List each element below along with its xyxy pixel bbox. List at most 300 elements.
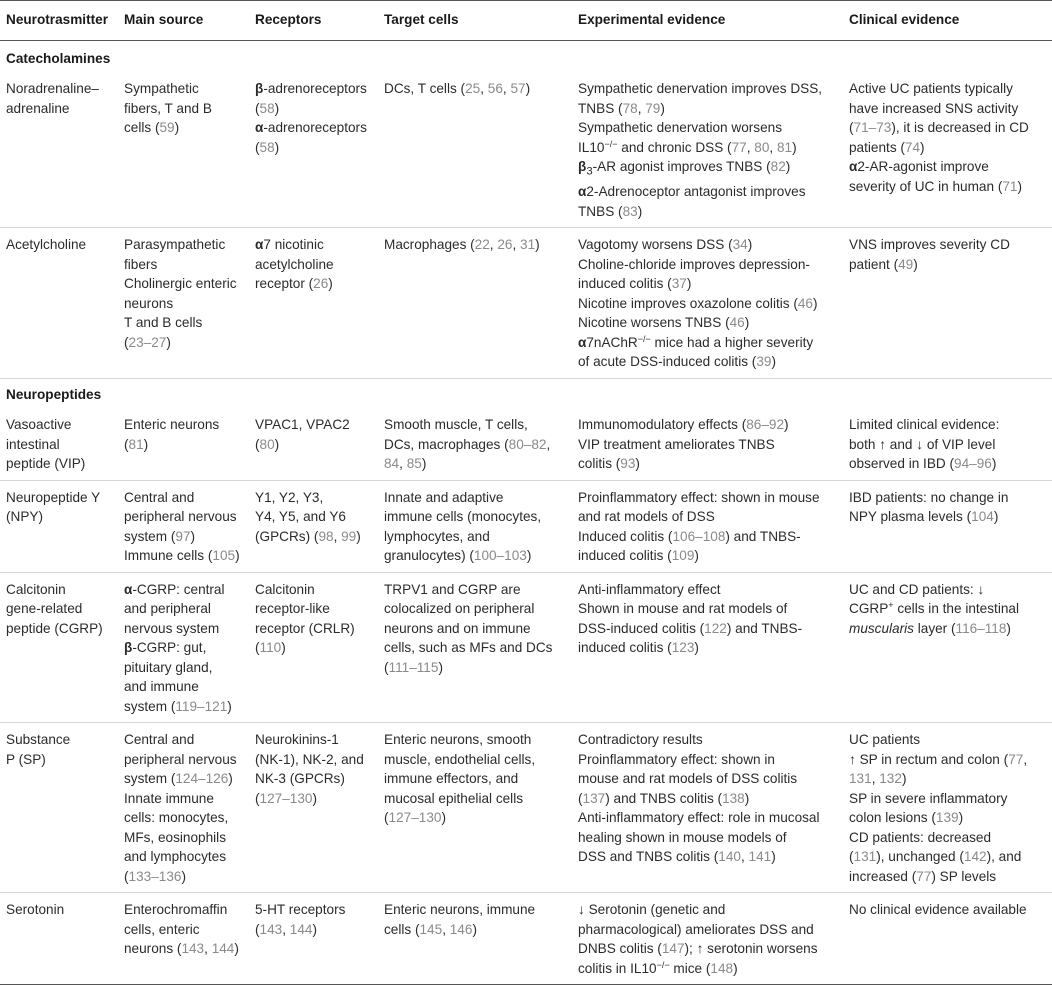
reference-link[interactable]: 144 xyxy=(211,941,235,957)
cell-neurotransmitter xyxy=(0,723,118,893)
cell-line: CD patients: decreased xyxy=(849,829,992,845)
cell-line: α-CGRP: central xyxy=(124,581,225,597)
cell-clinical-evidence xyxy=(843,723,1052,893)
reference-link[interactable]: 46 xyxy=(729,315,745,331)
cell-line: VPAC1, VPAC2 xyxy=(255,417,350,433)
reference-link[interactable]: 78 xyxy=(622,100,638,116)
cell-line: have increased SNS activity xyxy=(849,100,1019,116)
greek-letter: β xyxy=(255,81,264,96)
reference-link[interactable]: 137 xyxy=(582,790,606,806)
reference-link[interactable]: 58 xyxy=(259,100,275,116)
reference-link[interactable]: 77 xyxy=(731,139,747,155)
cell-receptors xyxy=(249,72,378,228)
cell-line: (110) xyxy=(255,640,286,656)
reference-link[interactable]: 123 xyxy=(671,640,695,656)
reference-link[interactable]: 58 xyxy=(259,139,275,155)
cell-line: receptor-like xyxy=(255,601,330,617)
cell-line: acetylcholine xyxy=(255,256,334,272)
cell-line: Vasoactive xyxy=(6,417,72,433)
cell-line: colocalized on peripheral xyxy=(384,601,535,617)
reference-link[interactable]: 104 xyxy=(971,509,994,525)
cell-neurotransmitter xyxy=(0,228,118,379)
cell-line: Smooth muscle, T cells, xyxy=(384,417,528,433)
cell-line: (58) xyxy=(255,100,280,116)
cell-line: ↓ Serotonin (genetic and xyxy=(578,902,726,918)
cell-line: patients (74) xyxy=(849,139,925,155)
cell-line: fibers, T and B xyxy=(124,100,212,116)
reference-link[interactable]: 116–118 xyxy=(955,620,1007,636)
reference-link[interactable]: 23–27 xyxy=(128,334,167,350)
reference-link[interactable]: 147 xyxy=(661,941,685,957)
cell-line: Induced colitis (106–108) and TNBS- xyxy=(578,528,801,544)
cell-line: cells, such as MFs and DCs xyxy=(384,640,553,656)
reference-link[interactable]: 86–92 xyxy=(746,417,785,433)
cell-clinical-evidence xyxy=(843,480,1052,572)
cell-line: Serotonin xyxy=(6,902,65,918)
cell-line: Proinflammatory effect: shown in xyxy=(578,751,775,767)
reference-link[interactable]: 145 xyxy=(419,921,443,937)
reference-link[interactable]: 105 xyxy=(212,548,236,564)
cell-line: Central and xyxy=(124,489,195,505)
cell-line: and lymphocytes xyxy=(124,849,227,865)
cell-line: Contradictory results xyxy=(578,732,703,748)
cell-line: neurons (143, 144) xyxy=(124,941,239,957)
reference-link[interactable]: 83 xyxy=(622,203,638,219)
cell-line: (NPY) xyxy=(6,509,44,525)
cell-line: pharmacological) ameliorates DSS and xyxy=(578,921,814,937)
reference-link[interactable]: 127–130 xyxy=(388,810,442,826)
reference-link[interactable]: 132 xyxy=(879,771,902,787)
cell-line: cells (145, 146) xyxy=(384,921,477,937)
greek-letter: β xyxy=(124,640,133,656)
reference-link[interactable]: 22 xyxy=(474,237,490,253)
superscript: −/− xyxy=(604,138,618,149)
cell-line: Immunomodulatory effects (86–92) xyxy=(578,417,789,433)
table-row xyxy=(0,228,1052,379)
cell-experimental-evidence xyxy=(572,72,843,228)
reference-link[interactable]: 94–96 xyxy=(954,456,992,472)
cell-line: MFs, eosinophils xyxy=(124,829,226,845)
cell-line: (133–136) xyxy=(124,868,186,884)
cell-line: immune cells (monocytes, xyxy=(384,509,542,525)
cell-line: healing shown in mouse models of xyxy=(578,829,787,845)
reference-link[interactable]: 26 xyxy=(497,237,513,253)
cell-line: nervous system xyxy=(124,620,220,636)
superscript: + xyxy=(888,600,894,611)
reference-link[interactable]: 141 xyxy=(748,849,772,865)
cell-line: induced colitis (109) xyxy=(578,548,699,564)
reference-link[interactable]: 144 xyxy=(289,921,313,937)
reference-link[interactable]: 46 xyxy=(797,295,813,311)
reference-link[interactable]: 93 xyxy=(620,456,636,472)
cell-line: Nicotine improves oxazolone colitis (46) xyxy=(578,295,818,311)
cell-line: Innate immune xyxy=(124,790,214,806)
cell-line: DSS-induced colitis (122) and TNBS- xyxy=(578,620,803,636)
superscript: −/− xyxy=(637,333,651,344)
cell-main-source xyxy=(118,723,249,893)
reference-link[interactable]: 122 xyxy=(704,620,727,636)
cell-line: system (124–126) xyxy=(124,771,233,787)
reference-link[interactable]: 98 xyxy=(318,528,334,544)
cell-target-cells xyxy=(378,72,572,228)
cell-line: Enterochromaffin xyxy=(124,902,228,918)
table-header xyxy=(0,1,1052,41)
cell-line: α7nAChR−/− mice had a higher severity xyxy=(578,333,814,350)
greek-letter: α xyxy=(255,120,264,135)
cell-receptors xyxy=(249,893,378,985)
reference-link[interactable]: 77 xyxy=(916,868,932,884)
cell-receptors xyxy=(249,572,378,723)
cell-line: DCs, T cells (25, 56, 57) xyxy=(384,81,531,96)
cell-line: Noradrenaline– xyxy=(6,81,99,96)
header-clinical-evidence: Clinical evidence xyxy=(843,1,1052,41)
table-body xyxy=(0,40,1052,985)
reference-link[interactable]: 131 xyxy=(853,849,877,865)
cell-line: colon lesions (139) xyxy=(849,810,964,826)
cell-line: β-adrenoreceptors xyxy=(255,81,367,96)
cell-line: Cholinergic enteric xyxy=(124,276,237,292)
cell-line: Active UC patients typically xyxy=(849,81,1013,96)
cell-line: Enteric neurons, smooth xyxy=(384,732,532,748)
cell-line: β-CGRP: gut, xyxy=(124,640,207,656)
cell-line: increased (77) SP levels xyxy=(849,868,997,884)
cell-line: of acute DSS-induced colitis (39) xyxy=(578,354,776,370)
cell-line: (127–130) xyxy=(384,810,446,826)
cell-line: Limited clinical evidence: xyxy=(849,417,1000,433)
cell-line: Sympathetic xyxy=(124,81,199,96)
cell-line: (71–73), it is decreased in CD xyxy=(849,120,1029,135)
cell-line: Shown in mouse and rat models of xyxy=(578,601,788,617)
cell-line: P (SP) xyxy=(6,751,46,767)
reference-link[interactable]: 37 xyxy=(671,276,687,292)
cell-line: receptor (CRLR) xyxy=(255,620,355,636)
header-receptors: Receptors xyxy=(249,1,378,41)
reference-link[interactable]: 97 xyxy=(175,528,191,544)
reference-link[interactable]: 71 xyxy=(1002,178,1018,194)
cell-line: Y4, Y5, and Y6 xyxy=(255,509,346,525)
cell-line: lymphocytes, and xyxy=(384,528,490,544)
italic-term: muscularis xyxy=(849,620,914,636)
reference-link[interactable]: 34 xyxy=(732,237,748,253)
reference-link[interactable]: 148 xyxy=(710,960,734,976)
cell-line: Anti-inflammatory effect: role in mucosal xyxy=(578,810,820,826)
header-experimental-evidence: Experimental evidence xyxy=(572,1,843,41)
cell-line: T and B cells xyxy=(124,315,203,331)
cell-line: Nicotine worsens TNBS (46) xyxy=(578,315,750,331)
reference-link[interactable]: 109 xyxy=(671,548,695,564)
cell-line: Proinflammatory effect: shown in mouse xyxy=(578,489,820,505)
reference-link[interactable]: 84 xyxy=(384,456,400,472)
reference-link[interactable]: 140 xyxy=(718,849,741,865)
reference-link[interactable]: 74 xyxy=(904,139,921,155)
cell-main-source xyxy=(118,893,249,985)
cell-neurotransmitter xyxy=(0,480,118,572)
cell-line: Anti-inflammatory effect xyxy=(578,581,721,597)
greek-letter: α xyxy=(578,184,587,200)
cell-line: (111–115) xyxy=(384,659,443,675)
cell-line: peptide (VIP) xyxy=(6,456,86,472)
cell-line: fibers xyxy=(124,256,158,272)
header-target-cells: Target cells xyxy=(378,1,572,41)
reference-link[interactable]: 26 xyxy=(313,276,329,292)
cell-main-source xyxy=(118,480,249,572)
table-row xyxy=(0,480,1052,572)
greek-letter: α xyxy=(255,237,264,253)
cell-line: pituitary gland, xyxy=(124,659,213,675)
reference-link[interactable]: 127–130 xyxy=(259,790,313,806)
cell-line: cells, enteric xyxy=(124,921,200,937)
subscript: 3 xyxy=(586,165,593,178)
superscript: −/− xyxy=(656,959,670,970)
cell-line: Calcitonin xyxy=(6,581,66,597)
cell-clinical-evidence xyxy=(843,72,1052,228)
cell-experimental-evidence xyxy=(572,228,843,379)
reference-link[interactable]: 80 xyxy=(259,436,275,452)
cell-line: (127–130) xyxy=(255,790,317,806)
cell-line: TRPV1 and CGRP are xyxy=(384,581,521,597)
cell-line: induced colitis (37) xyxy=(578,276,692,292)
reference-link[interactable]: 131 xyxy=(849,771,872,787)
reference-link[interactable]: 124–126 xyxy=(175,771,229,787)
cell-line: DCs, macrophages (80–82, xyxy=(384,436,551,452)
reference-link[interactable]: 57 xyxy=(510,81,526,96)
reference-link[interactable]: 110 xyxy=(259,640,282,656)
cell-line: α2-Adrenoceptor antagonist improves xyxy=(578,184,806,200)
cell-experimental-evidence xyxy=(572,480,843,572)
cell-main-source xyxy=(118,72,249,228)
greek-letter: β xyxy=(578,159,587,174)
cell-line: Acetylcholine xyxy=(6,237,87,253)
cell-line: ↑ SP in rectum and colon (77, xyxy=(849,751,1028,767)
table-row xyxy=(0,572,1052,723)
reference-link[interactable]: 79 xyxy=(645,100,661,116)
cell-line: both ↑ and ↓ of VIP level xyxy=(849,436,996,452)
cell-receptors xyxy=(249,408,378,480)
cell-line: VIP treatment ameliorates TNBS xyxy=(578,436,775,452)
cell-target-cells xyxy=(378,893,572,985)
section-title: Neuropeptides xyxy=(6,386,102,402)
cell-line: peptide (CGRP) xyxy=(6,620,103,636)
cell-line: and rat models of DSS xyxy=(578,509,715,525)
cell-line: DNBS colitis (147); ↑ serotonin worsens xyxy=(578,941,818,957)
reference-link[interactable]: 99 xyxy=(341,528,357,544)
cell-receptors xyxy=(249,480,378,572)
reference-link[interactable]: 133–136 xyxy=(128,868,182,884)
header-neurotransmitter: Neurotrasmitter xyxy=(0,1,118,41)
cell-neurotransmitter xyxy=(0,72,118,228)
cell-neurotransmitter xyxy=(0,408,118,480)
cell-line: patient (49) xyxy=(849,256,918,272)
cell-line: muscle, endothelial cells, xyxy=(384,751,536,767)
reference-link[interactable]: 85 xyxy=(406,456,422,472)
cell-line: intestinal xyxy=(6,436,60,452)
cell-line: colitis in IL10−/− mice (148) xyxy=(578,959,738,976)
cell-line: UC and CD patients: ↓ xyxy=(849,581,985,597)
reference-link[interactable]: 143 xyxy=(181,941,205,957)
greek-letter: α xyxy=(849,159,858,174)
reference-link[interactable]: 59 xyxy=(159,120,175,135)
cell-line: Choline-chloride improves depression- xyxy=(578,256,810,272)
cell-line: α7 nicotinic xyxy=(255,237,324,253)
reference-link[interactable]: 71–73 xyxy=(853,120,892,135)
cell-line: (81) xyxy=(124,436,149,452)
cell-line: NPY plasma levels (104) xyxy=(849,509,999,525)
reference-link[interactable]: 111–115 xyxy=(388,659,439,675)
cell-line: (23–27) xyxy=(124,334,171,350)
cell-line: (143, 144) xyxy=(255,921,317,937)
cell-line: mouse and rat models of DSS colitis xyxy=(578,771,798,787)
table-row xyxy=(0,893,1052,985)
table-row xyxy=(0,72,1052,228)
cell-line: 84, 85) xyxy=(384,456,427,472)
reference-link[interactable]: 81 xyxy=(776,139,793,155)
cell-line: Calcitonin xyxy=(255,581,315,597)
cell-line: cells: monocytes, xyxy=(124,810,229,826)
cell-line: Sympathetic denervation improves DSS, xyxy=(578,81,823,96)
cell-line: Central and xyxy=(124,732,195,748)
cell-line: Vagotomy worsens DSS (34) xyxy=(578,237,753,253)
cell-line: and immune xyxy=(124,679,199,695)
cell-line: peripheral nervous xyxy=(124,509,237,525)
cell-target-cells xyxy=(378,480,572,572)
reference-link[interactable]: 49 xyxy=(898,256,914,272)
cell-main-source xyxy=(118,228,249,379)
reference-link[interactable]: 143 xyxy=(259,921,283,937)
section-header-row xyxy=(0,378,1052,408)
cell-clinical-evidence xyxy=(843,228,1052,379)
cell-line: (131), unchanged (142), and xyxy=(849,849,1022,865)
cell-experimental-evidence xyxy=(572,572,843,723)
header-row xyxy=(0,1,1052,41)
reference-link[interactable]: 138 xyxy=(722,790,745,806)
section-title: Catecholamines xyxy=(6,50,111,66)
cell-receptors xyxy=(249,228,378,379)
cell-line: CGRP+ cells in the intestinal xyxy=(849,600,1019,617)
reference-link[interactable]: 81 xyxy=(128,436,144,452)
cell-line: granulocytes) (100–103) xyxy=(384,548,532,564)
reference-link[interactable]: 119–121 xyxy=(175,698,228,714)
cell-line: peripheral nervous xyxy=(124,751,237,767)
reference-link[interactable]: 39 xyxy=(756,354,772,370)
cell-line: mucosal epithelial cells xyxy=(384,790,524,806)
cell-line: (137) and TNBS colitis (138) xyxy=(578,790,750,806)
cell-line: gene-related xyxy=(6,601,83,617)
cell-line: receptor (26) xyxy=(255,276,333,292)
cell-line: Enteric neurons xyxy=(124,417,220,433)
cell-line: UC patients xyxy=(849,732,921,748)
cell-line: (80) xyxy=(255,436,280,452)
cell-target-cells xyxy=(378,228,572,379)
cell-line: TNBS (78, 79) xyxy=(578,100,665,116)
greek-letter: α xyxy=(124,581,133,597)
cell-line: (GPCRs) (98, 99) xyxy=(255,528,361,544)
reference-link[interactable]: 80–82 xyxy=(508,436,547,452)
cell-line: colitis (93) xyxy=(578,456,640,472)
cell-line: system (97) xyxy=(124,528,196,544)
cell-line: severity of UC in human (71) xyxy=(849,178,1023,194)
cell-line: cells (59) xyxy=(124,120,180,135)
cell-line: Y1, Y2, Y3, xyxy=(255,489,324,505)
cell-line: Neuropeptide Y xyxy=(6,489,101,505)
cell-clinical-evidence xyxy=(843,408,1052,480)
cell-experimental-evidence xyxy=(572,408,843,480)
cell-line: neurons xyxy=(124,295,174,311)
cell-neurotransmitter xyxy=(0,893,118,985)
reference-link[interactable]: 82 xyxy=(770,159,786,174)
cell-experimental-evidence xyxy=(572,723,843,893)
cell-line: immune effectors, and xyxy=(384,771,519,787)
cell-receptors xyxy=(249,723,378,893)
reference-link[interactable]: 25 xyxy=(465,81,481,96)
cell-target-cells xyxy=(378,408,572,480)
cell-line: Enteric neurons, immune xyxy=(384,902,536,918)
cell-line: neurons and on immune xyxy=(384,620,531,636)
table-row xyxy=(0,723,1052,893)
cell-line: Innate and adaptive xyxy=(384,489,504,505)
reference-link[interactable]: 80 xyxy=(754,139,770,155)
cell-line: and peripheral xyxy=(124,601,211,617)
cell-line: (58) xyxy=(255,139,280,155)
cell-target-cells xyxy=(378,723,572,893)
cell-line: Parasympathetic xyxy=(124,237,226,253)
cell-clinical-evidence xyxy=(843,893,1052,985)
cell-line: NK-3 (GPCRs) xyxy=(255,771,345,787)
cell-line: $\beta_3-AR$ agonist improves TNBS (82) xyxy=(578,159,791,178)
cell-line: No clinical evidence available xyxy=(849,902,1027,918)
cell-line: SP in severe inflammatory xyxy=(849,790,1008,806)
reference-link[interactable]: 106–108 xyxy=(672,528,726,544)
cell-line: DSS and TNBS colitis (140, 141) xyxy=(578,849,776,865)
cell-neurotransmitter xyxy=(0,572,118,723)
header-main-source: Main source xyxy=(118,1,249,41)
cell-line: induced colitis (123) xyxy=(578,640,699,656)
cell-line: (NK-1), NK-2, and xyxy=(255,751,364,767)
cell-line: IBD patients: no change in xyxy=(849,489,1009,505)
cell-line: Substance xyxy=(6,732,71,748)
reference-link[interactable]: 31 xyxy=(520,237,536,253)
cell-line: 5-HT receptors xyxy=(255,902,346,918)
table-row xyxy=(0,408,1052,480)
reference-link[interactable]: 77 xyxy=(1008,751,1024,767)
reference-link[interactable]: 146 xyxy=(449,921,473,937)
cell-line: muscularis layer (116–118) xyxy=(849,620,1011,636)
cell-target-cells xyxy=(378,572,572,723)
cell-line: Sympathetic denervation worsens xyxy=(578,120,783,135)
cell-line: α-adrenoreceptors xyxy=(255,120,367,135)
cell-line: VNS improves severity CD xyxy=(849,237,1010,253)
cell-clinical-evidence xyxy=(843,572,1052,723)
reference-link[interactable]: 100–103 xyxy=(473,548,527,564)
cell-line: system (119–121) xyxy=(124,698,232,714)
reference-link[interactable]: 142 xyxy=(963,849,987,865)
cell-line: α2-AR-agonist improve xyxy=(849,159,989,174)
cell-main-source xyxy=(118,572,249,723)
section-header-row xyxy=(0,40,1052,72)
cell-line: IL10−/− and chronic DSS (77, 80, 81) xyxy=(578,138,797,155)
cell-experimental-evidence xyxy=(572,893,843,985)
reference-link[interactable]: 139 xyxy=(935,810,959,826)
cell-main-source xyxy=(118,408,249,480)
greek-letter: α xyxy=(578,334,587,350)
cell-line: TNBS (83) xyxy=(578,203,643,219)
cell-line: Macrophages (22, 26, 31) xyxy=(384,237,540,253)
cell-line: adrenaline xyxy=(6,100,70,116)
cell-line: Neurokinins-1 xyxy=(255,732,339,748)
cell-line: Immune cells (105) xyxy=(124,548,240,564)
cell-line: 131, 132) xyxy=(849,771,907,787)
reference-link[interactable]: 56 xyxy=(487,81,503,96)
cell-line: observed in IBD (94–96) xyxy=(849,456,997,472)
